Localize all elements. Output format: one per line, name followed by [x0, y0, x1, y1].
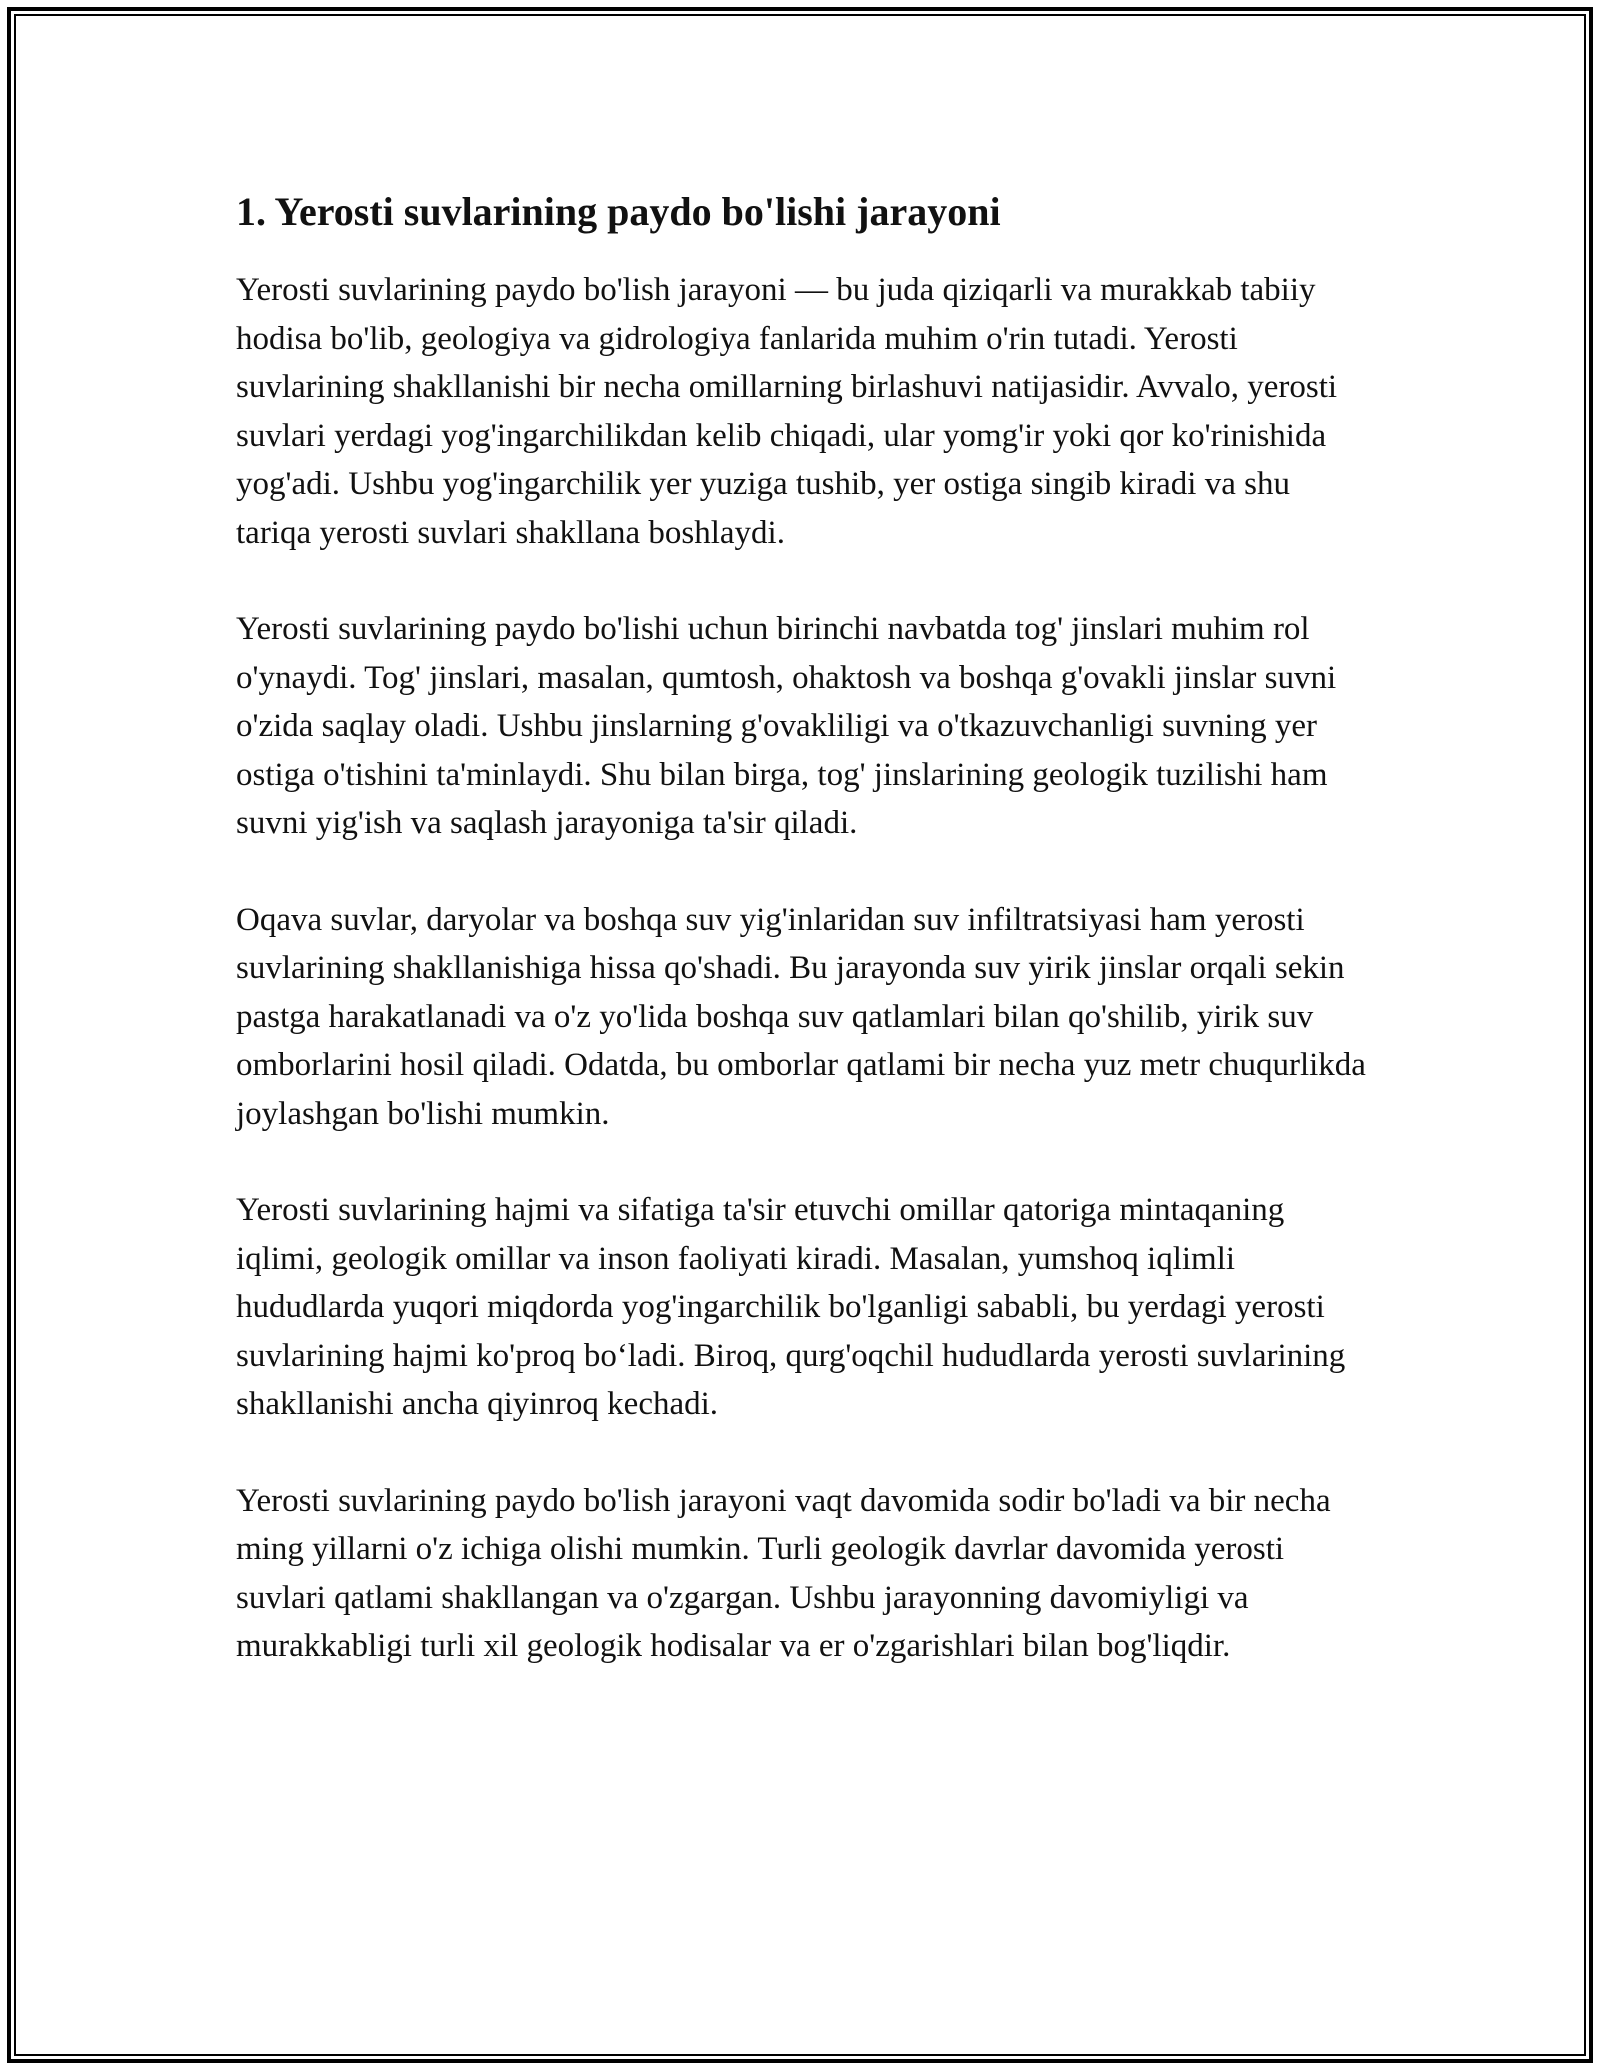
- paragraph-1: Yerosti suvlarining paydo bo'lish jarayoni — bu juda qiziqarli va murakkab tabiiy hodisa bo'lib, geologiya va gidrologiya fanlarida muhim o'rin tutadi. Yerosti suvlarining shakllanishi bir necha omillarning birlashuvi natijasidir. Avvalo, yerosti suvlari yerdagi yog'ingarchilikdan kelib chiqadi, ular yomg'ir yoki qor ko'rinishida yog'adi. Ushbu yog'ingarchilik yer yuziga tushib, yer ostiga singib kiradi va shu tariqa yerosti suvlari shakllana boshlaydi.: [236, 272, 1338, 551]
- paragraph-5: Yerosti suvlarining paydo bo'lish jarayoni vaqt davomida sodir bo'ladi va bir necha ming yillarni o'z ichiga olishi mumkin. Turli geologik davrlar davomida yerosti suvlari qatlami shakllangan va o'zgargan. Ushbu jarayonning davomiyligi va murakkabligi turli xil geologik hodisalar va er o'zgarishlari bilan bog'liqdir.: [236, 1482, 1331, 1664]
- document-body: [236, 186, 1366, 1719]
- section-heading: 1. Yerosti suvlarining paydo bo'lishi jarayoni: [236, 189, 1001, 234]
- paragraph-2: Yerosti suvlarining paydo bo'lishi uchun birinchi navbatda tog' jinslari muhim rol o'ynaydi. Tog' jinslari, masalan, qumtosh, ohaktosh va boshqa g'ovakli jinslar suvni o'zida saqlay oladi. Ushbu jinslarning g'ovakliligi va o'tkazuvchanligi suvning yer ostiga o'tishini ta'minlaydi. Shu bilan birga, tog' jinslarining geologik tuzilishi ham suvni yig'ish va saqlash jarayoniga ta'sir qiladi.: [236, 611, 1337, 841]
- paragraph-4: Yerosti suvlarining hajmi va sifatiga ta'sir etuvchi omillar qatoriga mintaqaning iqlimi, geologik omillar va inson faoliyati kiradi. Masalan, yumshoq iqlimli hududlarda yuqori miqdorda yog'ingarchilik bo'lganligi sababli, bu yerdagi yerosti suvlarining hajmi ko'proq bo‘ladi. Biroq, qurg'oqchil hududlarda yerosti suvlarining shakllanishi ancha qiyinroq kechadi.: [236, 1192, 1346, 1422]
- paragraph-3: Oqava suvlar, daryolar va boshqa suv yig'inlaridan suv infiltratsiyasi ham yerosti suvlarining shakllanishiga hissa qo'shadi. Bu jarayonda suv yirik jinslar orqali sekin pastga harakatlanadi va o'z yo'lida boshqa suv qatlamlari bilan qo'shilib, yirik suv omborlarini hosil qiladi. Odatda, bu omborlar qatlami bir necha yuz metr chuqurlikda joylashgan bo'lishi mumkin.: [236, 901, 1366, 1132]
